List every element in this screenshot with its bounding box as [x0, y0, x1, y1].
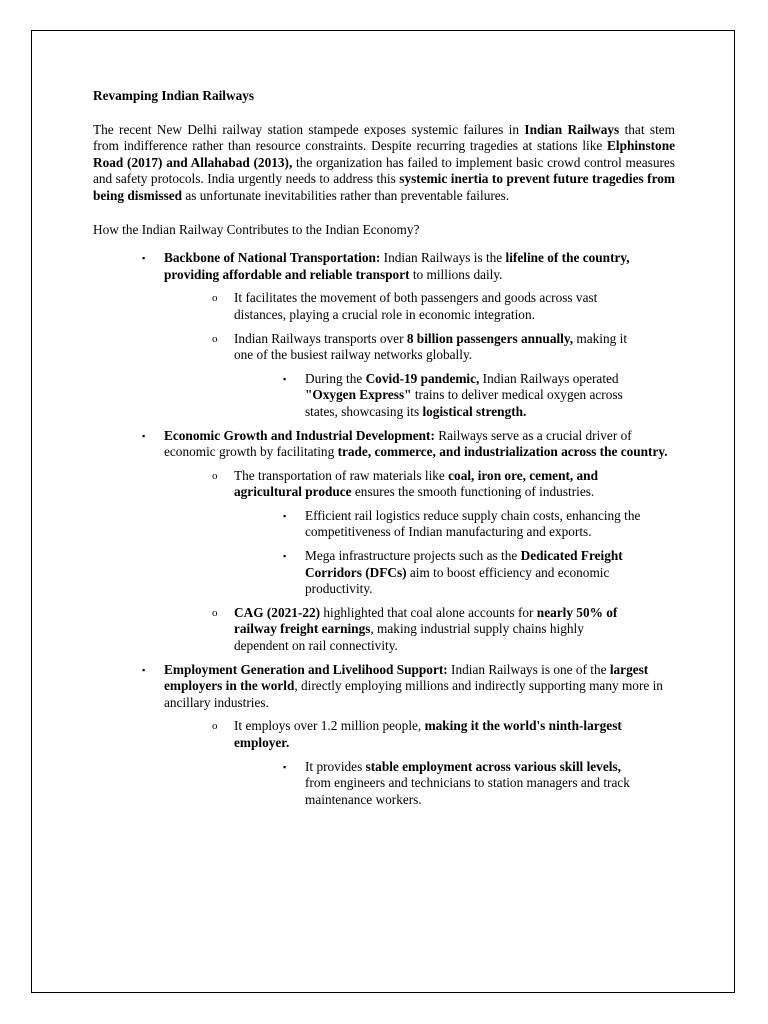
section-question: How the Indian Railway Contributes to the Indian Economy? [93, 221, 420, 237]
circle-bullet-icon: o [212, 606, 218, 619]
text-run: Railways serve as a crucial driver of economic growth by facilitating [164, 427, 632, 460]
bold-text: Indian Railways [524, 121, 620, 137]
list-item-text [305, 759, 630, 807]
list-item-level-2 [212, 718, 634, 751]
text-run: making it one of the busiest railway networks globally. [234, 330, 628, 363]
bold-text: "Oxygen Express" [305, 387, 412, 403]
bold-text: Employment Generation and Livelihood Support: [164, 661, 448, 677]
square-bullet-icon: ▪ [142, 664, 146, 675]
text-run: Indian Railways is the [380, 250, 506, 266]
circle-bullet-icon: o [212, 720, 218, 733]
bold-text: systemic inertia to prevent future tragedies from being dismissed [93, 171, 675, 203]
list-item-level-2 [212, 290, 634, 323]
circle-bullet-icon: o [212, 292, 218, 305]
bold-text: Covid-19 pandemic, [365, 370, 480, 386]
circle-bullet-icon: o [212, 332, 218, 345]
list-item-level-1 [142, 661, 675, 712]
list-item-level-3 [283, 758, 645, 809]
text-run: Efficient rail logistics reduce supply chain costs, enhancing the competitiveness of Indian manufacturing and exports. [305, 507, 641, 540]
bold-text: lifeline of the country, providing affordable and reliable transport [164, 250, 630, 282]
text-run: that stem from indifference rather than resource constraints. Despite recurring tragedies at stations like [93, 121, 676, 154]
square-bullet-icon: ▪ [142, 253, 146, 264]
text-run: Indian Railways transports over [234, 330, 407, 346]
bullet-list [93, 250, 675, 808]
text-run: It facilitates the movement of both passengers and goods across vast distances, playing a crucial role in economic integration. [234, 290, 598, 322]
text-run: trains to deliver medical oxygen across states, showcasing its [305, 387, 623, 419]
bold-text: logistical strength. [422, 403, 527, 419]
bold-text: stable employment across various skill levels, [365, 758, 621, 774]
bold-text: coal, iron ore, cement, and agricultural produce [234, 467, 598, 500]
list-item-text [305, 371, 623, 419]
square-bullet-icon: ▪ [142, 430, 146, 441]
list-item-text [164, 662, 663, 710]
text-run: as unfortunate inevitabilities rather than preventable failures. [182, 187, 510, 203]
text-run: The transportation of raw materials like [234, 467, 449, 483]
list-item-level-2 [212, 467, 634, 501]
text-run: Indian Railways operated [479, 370, 619, 386]
square-bullet-icon: ▪ [283, 373, 287, 384]
list-item-text [164, 428, 668, 460]
bold-text: largest employers in the world [164, 661, 649, 694]
circle-bullet-icon: o [212, 469, 218, 482]
list-item-text [234, 468, 598, 500]
bold-text: Dedicated Freight Corridors (DFCs) [305, 548, 623, 580]
text-run: The recent New Delhi railway station stampede exposes systemic failures in [93, 121, 525, 137]
square-bullet-icon: ▪ [283, 761, 287, 772]
text-run: Mega infrastructure projects such as the [305, 548, 521, 564]
text-run: to millions daily. [409, 266, 503, 282]
text-run: , directly employing millions and indirectly supporting many more in ancillary industries. [164, 678, 663, 710]
text-run: highlighted that coal alone accounts for [320, 604, 537, 620]
list-item-text [305, 508, 640, 540]
text-run: Indian Railways is one of the [447, 661, 610, 677]
text-run: , making industrial supply chains highly dependent on rail connectivity. [234, 621, 584, 654]
document-body [93, 88, 675, 815]
square-bullet-icon: ▪ [283, 551, 287, 562]
bold-text: Economic Growth and Industrial Development: [164, 427, 435, 443]
text-run: It employs over 1.2 million people, [234, 718, 425, 734]
bold-text: trade, commerce, and industrialization across the country. [337, 444, 668, 460]
list-item-level-3 [283, 507, 645, 541]
bold-text: nearly 50% of railway freight earnings [234, 604, 618, 637]
bold-text: Elphinstone Road (2017) and Allahabad (2013), [93, 138, 675, 170]
bold-text: Backbone of National Transportation: [164, 250, 381, 266]
list-item-text [234, 605, 617, 653]
square-bullet-icon: ▪ [283, 510, 287, 521]
list-item-text [305, 548, 623, 596]
text-run: from engineers and technicians to station managers and track maintenance workers. [305, 775, 630, 807]
bold-text: making it the world's ninth-largest employer. [234, 718, 622, 750]
list-item-level-3 [283, 370, 645, 421]
list-item-level-1 [142, 427, 675, 461]
list-item-text [164, 250, 630, 282]
bold-text: CAG (2021-22) [234, 604, 321, 620]
text-run: aim to boost efficiency and economic productivity. [305, 564, 610, 597]
list-item-level-2 [212, 330, 634, 364]
text-run: ensures the smooth functioning of industries. [351, 484, 595, 500]
list-item-level-3 [283, 548, 645, 598]
list-item-level-2 [212, 604, 634, 655]
list-item-level-1 [142, 250, 675, 283]
document-title: Revamping Indian Railways [93, 88, 255, 103]
text-run: During the [305, 370, 366, 386]
intro-paragraph [93, 122, 675, 205]
list-item-text [234, 290, 597, 322]
text-run: the organization has failed to implement basic crowd control measures and safety protocols. India urgently needs to address this [93, 154, 675, 187]
list-item-text [234, 718, 622, 750]
text-run: It provides [305, 758, 366, 774]
list-item-text [234, 331, 627, 363]
bold-text: 8 billion passengers annually, [406, 330, 574, 346]
